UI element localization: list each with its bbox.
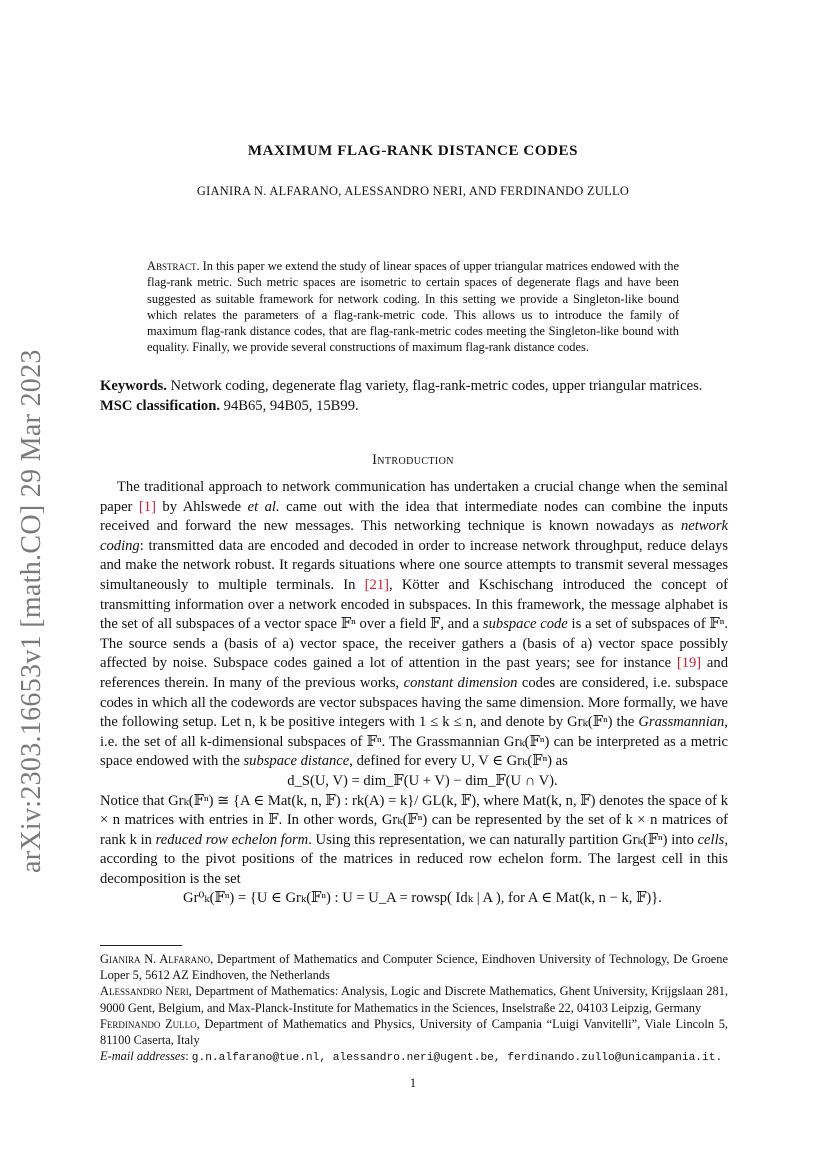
- footnote-affiliation-2: [100, 983, 728, 1015]
- intro-emphasis: et al.: [247, 498, 280, 515]
- intro-text: came out with the idea that intermediate nodes can combine the inputs received and forward the new messages. This networking technique is known nowadays as: [100, 498, 728, 535]
- intro-emphasis: subspace distance: [243, 753, 350, 770]
- footnote-text: , Department of Mathematics and Physics, University of Campania “Luigi Vanvitelli”, Viale Lincoln 5, 81100 Caserta, Italy: [100, 1016, 729, 1048]
- intro-text: : transmitted data are encoded and decoded in order to increase network throughput, reduce delays and make the network robust. It regards situations where one source attempts to transmit several messages simultaneously to multiple terminals. In: [100, 537, 728, 593]
- intro-paragraph-2: [100, 792, 728, 890]
- abstract-text: In this paper we extend the study of linear spaces of upper triangular matrices endowed with the flag-rank metric. Such metric spaces are isometric to certain spaces of degenerate flags and have been suggested as suitable framework for network coding. In this setting we provide a Singleton-like bound which relates the parameters of a flag-rank-metric code. This allows us to introduce the family of maximum flag-rank distance codes, that are flag-rank-metric codes meeting the Singleton-like bound with equality. Finally, we provide several constructions of maximum flag-rank distance codes.: [147, 259, 679, 355]
- citation-link-19[interactable]: [19]: [676, 655, 702, 672]
- equation-largest-cell: Gr⁰ₖ(𝔽ⁿ) = {U ∈ Grₖ(𝔽ⁿ) : U = U_A = rowsp( Idₖ | A ), for A ∈ Mat(k, n − k, 𝔽)}.: [183, 890, 662, 907]
- keywords-text: Network coding, degenerate flag variety, flag-rank-metric codes, upper triangular matrices.: [170, 378, 703, 394]
- intro-emphasis: network coding: [100, 518, 728, 554]
- intro-emphasis: constant dimension: [403, 674, 518, 691]
- equation-subspace-distance: d_S(U, V) = dim_𝔽(U + V) − dim_𝔽(U ∩ V).: [287, 772, 558, 789]
- keywords-label: Keywords.: [100, 378, 167, 394]
- footnote-affiliation-3: [100, 1016, 728, 1048]
- keywords-block: [100, 377, 728, 416]
- footnotes: [100, 951, 728, 1066]
- footnote-affiliation-1: [100, 951, 728, 983]
- intro-text: , Kötter and Kschischang introduced the concept of transmitting information over a network encoded in subspaces. In this framework, the message alphabet is the set of all subspaces of a vector space 𝔽ⁿ over a field 𝔽, and a: [100, 576, 729, 633]
- email-label: E-mail addresses: [100, 1049, 186, 1064]
- paper-title: MAXIMUM FLAG-RANK DISTANCE CODES: [247, 143, 579, 159]
- arxiv-identifier-stamp[interactable]: arXiv:2303.16653v1 [math.CO] 29 Mar 2023: [16, 349, 47, 873]
- email-addresses[interactable]: g.n.alfarano@tue.nl, alessandro.neri@ugent.be, ferdinando.zullo@unicampania.it.: [191, 1052, 723, 1065]
- intro-emphasis: reduced row echelon form: [155, 831, 309, 848]
- intro-emphasis: Grassmannian: [638, 714, 725, 731]
- intro-emphasis: subspace code: [482, 616, 568, 633]
- msc-label: MSC classification.: [100, 397, 220, 414]
- intro-text: . Using this representation, we can naturally partition Grₖ(𝔽ⁿ) into: [308, 831, 698, 848]
- intro-text: by Ahlswede: [155, 498, 248, 515]
- footnote-rule: [100, 945, 182, 946]
- intro-text: is a set of subspaces of 𝔽ⁿ. The source sends a (basis of a) vector space, the receiver gathers a (basis of a) vector space possibly affected by noise. Subspace codes gained a lot of attention in the past years; see for instance: [100, 616, 728, 672]
- footnote-author-name: Alessandro Neri: [100, 984, 189, 999]
- author-list: GIANIRA N. ALFARANO, ALESSANDRO NERI, AND FERDINANDO ZULLO: [196, 184, 630, 198]
- keywords-line: [100, 377, 728, 397]
- msc-text: 94B65, 94B05, 15B99.: [223, 397, 359, 414]
- intro-paragraph-1: [100, 478, 728, 772]
- footnote-emails: E-mail addresses: g.n.alfarano@tue.nl, alessandro.neri@ugent.be, ferdinando.zullo@unicampania.it.: [100, 1049, 723, 1065]
- footnote-text: , Department of Mathematics and Computer Science, Eindhoven University of Technology, De Groene Loper 5, 5612 AZ Eindhoven, the Netherlands: [100, 952, 728, 983]
- citation-link-21[interactable]: [21]: [364, 576, 389, 593]
- introduction-body: [100, 478, 728, 909]
- intro-text: and references therein. In many of the previous works,: [100, 655, 728, 691]
- page-number: 1: [409, 1076, 417, 1090]
- footnote-author-name: Gianira N. Alfarano: [100, 952, 211, 966]
- intro-emphasis: cells: [697, 831, 725, 848]
- intro-text: , i.e. the set of all k-dimensional subspaces of 𝔽ⁿ. The Grassmannian Grₖ(𝔽ⁿ) can be interpreted as a metric space endowed with the: [100, 714, 728, 770]
- section-heading-introduction: Introduction: [372, 452, 454, 468]
- intro-text: , according to the pivot positions of the matrices in reduced row echelon form. The largest cell in this decomposition is the set: [100, 831, 728, 887]
- citation-link-1[interactable]: [1]: [138, 498, 156, 515]
- intro-text: , defined for every U, V ∈ Grₖ(𝔽ⁿ) as: [349, 753, 568, 770]
- abstract-label: Abstract.: [147, 259, 200, 273]
- intro-text: The traditional approach to network communication has undertaken a crucial change when the seminal paper: [100, 479, 728, 515]
- abstract: [147, 258, 679, 356]
- footnote-author-name: Ferdinando Zullo: [100, 1016, 197, 1031]
- msc-line: [100, 397, 728, 417]
- footnote-text: , Department of Mathematics: Analysis, Logic and Discrete Mathematics, Ghent University, Krijgslaan 281, 9000 Gent, Belgium, and Max-Planck-Institute for Mathematics in the Sciences, Inselstraße 22, 04103 Leipzig, Germany: [100, 984, 728, 1015]
- intro-text: Notice that Grₖ(𝔽ⁿ) ≅ {A ∈ Mat(k, n, 𝔽) : rk(A) = k}/ GL(k, 𝔽), where Mat(k, n, 𝔽) denotes the space of k × n matrices with entries in 𝔽. In other words, Grₖ(𝔽ⁿ) can be represented by the set of k × n matrices of rank k in: [100, 792, 728, 848]
- intro-text: codes are considered, i.e. subspace codes in which all the codewords are vector subspaces having the same dimension. More formally, we have the following setup. Let n, k be positive integers with 1 ≤ k ≤ n, and denote by Grₖ(𝔽ⁿ) the: [100, 674, 729, 731]
